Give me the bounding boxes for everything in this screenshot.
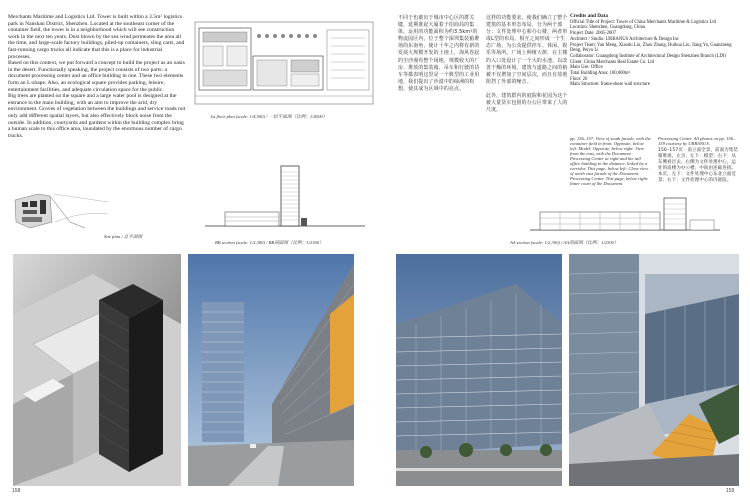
caption-first-floor-plan: 1st floor plan (scale: 1/4,500) / 一层平面图（比例：1/4500）: [210, 114, 328, 119]
body-text-en: [8, 14, 186, 139]
first-floor-plan: [193, 16, 375, 110]
paragraph: Merchants Maritime and Logistics Ltd. Tower is built within a 3.5m² logistics park in Nanshan District, Shenzhen. Located at the southeast corner of the container field, the tower is in a neighborhood which will see construction work in the next ten years. Dust blown by the sea wind permeates the area all the time, and large-scale factory buildings, piled-up containers, sling carts, and fast-running cargo trucks all indicate that this is a place for industrial processes.: [8, 14, 185, 60]
chinese-column: 这样的功能要求，使我们确立了整个建筑的基本形态布局，分为两个部分：文件处理中心和办公楼，两者形成L型的布局，相互之间形成一个生态广场，为公众提供停车、休闲、娱乐等场所。广场上种植大树，在主楼的入口处设计了一个大的水池，以改善干燥的环境，建筑与道路之间的植被不仅增加了空间层次，而且有效地阻挡了外部的噪音。: [486, 15, 568, 85]
bb-section-drawing: [205, 162, 365, 232]
chinese-column: 此外，建筑群内的庭院和花园为这个被大量货车包围的办公区带来了人的尺度。: [486, 93, 568, 114]
credit-line: Collaborator: Guangdong Institute of Architectural Design Shenzhen Branch (LDI): [570, 53, 726, 59]
caption-aa-section: AA section (scale: 1/2,300) / AA剖面图（比例：1/2300）: [510, 240, 619, 245]
caption-site-plan: Site plan / 总平面图: [104, 234, 143, 239]
credit-line: Architect / Studio: URBANUS Architecture & Design Inc: [570, 36, 679, 42]
credits-block: [570, 14, 742, 88]
photo-caption-cn: 156–157页：南立面全景，前面为集装箱堆场。左页，左下：模型；右下：从东侧看过去，右侧为文件处理中心，远处的高楼为办公楼，中间由连廊连接。本页，左下：文件处理中心东北立面近景；右下：文件处理中心的内庭院。: [658, 148, 739, 183]
site-plan: [10, 192, 110, 232]
credit-line: Project Team: Yan Meng, Xiaodu Liu, Zhou Zhang, Huihua Liu, Jiang Yu, Guanzheng Deng, Peiyu Li: [570, 42, 732, 54]
page-number-left: 158: [12, 488, 21, 494]
photo-east-view: [188, 254, 354, 486]
photo-captions: [570, 136, 742, 186]
page-number-right: 159: [726, 488, 735, 494]
credit-line: Client: China Merchants Real Estate Co. Ltd: [570, 59, 654, 65]
credit-line: Main Use: Office: [570, 65, 603, 71]
photo-inner-court: [569, 254, 739, 486]
caption-bb-section: BB section (scale: 1/2,300) / BB剖面图（比例：1/2300）: [215, 240, 324, 245]
aa-section-drawing: [530, 194, 720, 234]
credit-line: Main Structure: frame-shear wall structure: [570, 82, 650, 88]
credit-line: Floor: 26: [570, 76, 588, 82]
photo-caption-en: pp. 156–157: View of south facade, with the container field in front. Opposite, below left: Model. Opposite, below right: View from the east, with the Document Processing Center at right and the tall office building in the distance, linked by a corridor. This page, below left: Close view of north east facade of the Document Processing Center. This page, below right: Inner court of the Document: [570, 136, 651, 186]
paragraph: Big trees are planted on the square and a large water pool is designed at the entrance to the main building, with an aim to improve the arid, dry environment. Groves of vegetation between the buildings and service roads not only add different spatial layers, but also effectively block noise from the outside. In addition, courtyards and gardens within the building complex bring a human scale to this office area, inundated by the enormous number of cargo trucks.: [8, 93, 186, 139]
body-text-cn: [398, 15, 568, 114]
photo-model: [13, 254, 181, 486]
paragraph: Based on this context, we put forward a concept to build the project as an oasis in the desert. Functionally speaking, the project consists of two parts: a document processing center and an office building in one. These two elements form an L-shape. Also, an ecological square provides parking, leisure, entertainment facilities, and adequate circulation space for the public.: [8, 60, 185, 93]
credits-heading: Credits and Data: [570, 13, 608, 19]
photo-northeast-facade: [396, 254, 562, 486]
photo-caption-en-2: Processing Center. All photos on pp. 156–159 courtesy by URBANUS.: [658, 136, 736, 146]
chinese-column: 不同于也被出于城市中心区的群关键，延期准起大厦着于招商局的集体，运用的功能面积为约3.5km²的物流园区内，位于整个深圳集装箱堆场的东南角，使计十年之内将有新的发展大规模开发的土地上，海风卷起的尘沙漫布整个场地，规模较大的厂房、堆放的集装箱、吊车和行驶的货车等都表明这里是一个典型的工业用地，我们提出了沙漠中的绿洲的构想，使其成为区域中的亮点。: [398, 15, 480, 92]
credit-line: Project Date: 2005-2007: [570, 31, 617, 37]
credit-line: Official Title of Project: Tower of China Merchants Maritime & Logistics Ltd: [570, 19, 716, 25]
credit-line: Total Building Area: 100,000m²: [570, 71, 630, 77]
credit-line: Location: Shenzhen, Guangdong, China: [570, 25, 646, 31]
